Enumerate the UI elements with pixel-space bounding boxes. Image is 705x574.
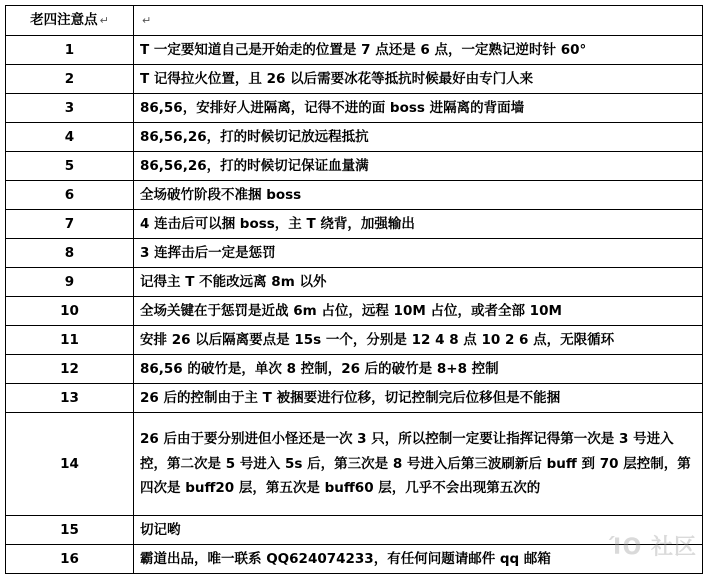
table-row [6, 297, 703, 326]
table-row [6, 239, 703, 268]
row-text: 86,56,26，打的时候切记保证血量满 [134, 152, 703, 181]
row-text: 86,56,26，打的时候切记放远程抵抗 [134, 123, 703, 152]
table-row [6, 545, 703, 574]
table-row [6, 355, 703, 384]
table-row [6, 384, 703, 413]
table-row [6, 268, 703, 297]
row-number: 4 [6, 123, 134, 152]
row-number: 9 [6, 268, 134, 297]
row-text: 安排 26 以后隔离要点是 15s 一个，分别是 12 4 8 点 10 2 6 点，无限循环 [134, 326, 703, 355]
row-text: 86,56 的破竹是，单次 8 控制，26 后的破竹是 8+8 控制 [134, 355, 703, 384]
row-number: 14 [6, 413, 134, 516]
row-text: 记得主 T 不能改远离 8m 以外 [134, 268, 703, 297]
table-row [6, 123, 703, 152]
row-number: 15 [6, 516, 134, 545]
row-number: 12 [6, 355, 134, 384]
row-number: 6 [6, 181, 134, 210]
row-text: 霸道出品，唯一联系 QQ624074233，有任何问题请邮件 qq 邮箱 [134, 545, 703, 574]
row-number: 3 [6, 94, 134, 123]
table-row [6, 152, 703, 181]
row-number: 7 [6, 210, 134, 239]
row-number: 8 [6, 239, 134, 268]
row-number: 16 [6, 545, 134, 574]
row-text: 全场破竹阶段不准捆 boss [134, 181, 703, 210]
row-text: 4 连击后可以捆 boss，主 T 绕背，加强输出 [134, 210, 703, 239]
header-title-cell [6, 6, 134, 36]
paragraph-mark: ↵ [99, 14, 109, 27]
watermark-logo: ΊΟ 社区 [609, 535, 697, 560]
row-text: 26 后由于要分别进但小怪还是一次 3 只，所以控制一定要让指挥记得第一次是 3 号进入控，第二次是 5 号进入 5s 后，第三次是 8 号进入后第三波刷新后 buff 到 70 层控制，第四次是 buff20 层，第五次是 buff60 层，几乎不会出现第五次的 [134, 413, 703, 516]
header-title: 老四注意点 [30, 12, 98, 28]
row-text: 切记哟 [134, 516, 703, 545]
header-empty-cell [134, 6, 703, 36]
table-row [6, 65, 703, 94]
paragraph-mark: ↵ [142, 14, 152, 27]
table-row [6, 94, 703, 123]
table-row [6, 181, 703, 210]
table-row [6, 210, 703, 239]
row-number: 1 [6, 36, 134, 65]
table-row [6, 516, 703, 545]
row-number: 2 [6, 65, 134, 94]
row-text: 86,56，安排好人进隔离，记得不进的面 boss 进隔离的背面墙 [134, 94, 703, 123]
table-row [6, 413, 703, 516]
row-number: 5 [6, 152, 134, 181]
table-row [6, 36, 703, 65]
row-number: 10 [6, 297, 134, 326]
row-number: 11 [6, 326, 134, 355]
row-text: T 记得拉火位置，且 26 以后需要冰花等抵抗时候最好由专门人来 [134, 65, 703, 94]
table-row [6, 326, 703, 355]
row-number: 13 [6, 384, 134, 413]
row-text: 26 后的控制由于主 T 被捆要进行位移，切记控制完后位移但是不能捆 [134, 384, 703, 413]
row-text: 全场关键在于惩罚是近战 6m 占位，远程 10M 占位，或者全部 10M [134, 297, 703, 326]
row-text: T 一定要知道自己是开始走的位置是 7 点还是 6 点，一定熟记逆时针 60° [134, 36, 703, 65]
table-header-row [6, 6, 703, 36]
row-text: 3 连挥击后一定是惩罚 [134, 239, 703, 268]
notes-table [5, 5, 703, 574]
